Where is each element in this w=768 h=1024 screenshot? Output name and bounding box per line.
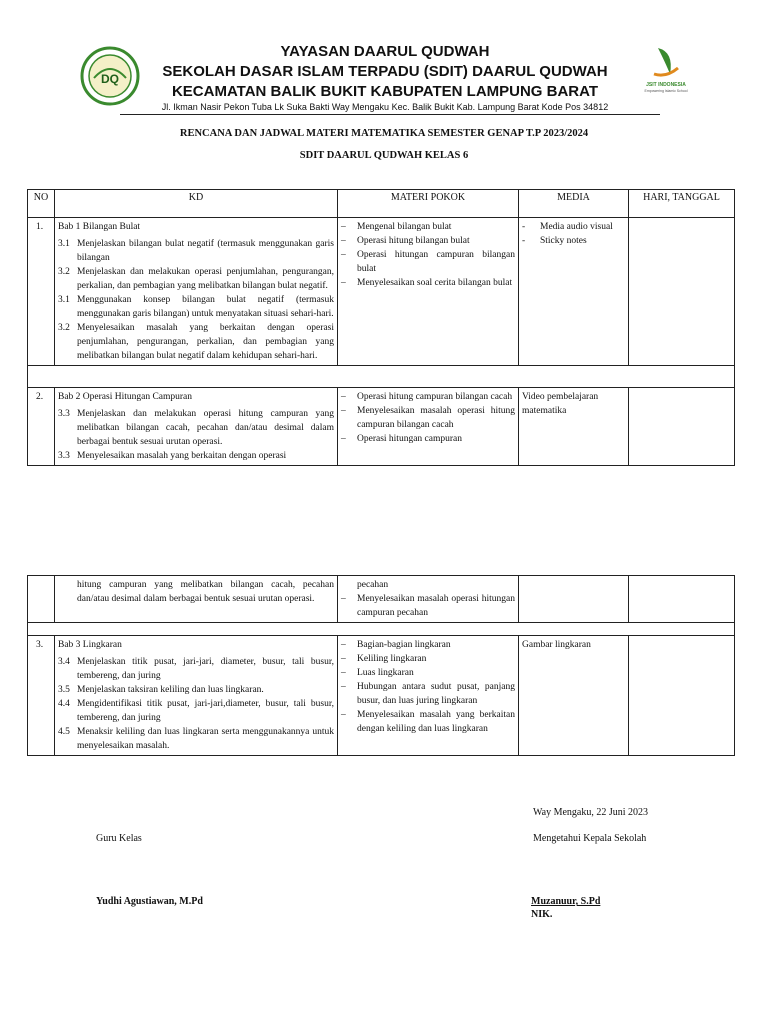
table-row (28, 636, 735, 756)
materi-cell (338, 218, 519, 366)
kd-item: 3.2 Menyelesaikan masalah yang berkaitan dengan operasi penjumlahan, pengurangan, perkalian, dan pembagian yang melibatkan bilangan bulat negatif dalam kehidupan sehari-hari. (58, 323, 334, 361)
date-cell (629, 388, 735, 466)
teacher-name: Yudhi Agustiawan, M.Pd (96, 896, 203, 907)
list-item: - Sticky notes (522, 236, 587, 246)
date-cell (629, 636, 735, 756)
kd-item: 4.5 Menaksir keliling dan luas lingkaran serta menggunakannya untuk menyelesaikan masalah. (58, 727, 334, 751)
list-item: – Hubungan antara sudut pusat, panjang busur, dan luas juring lingkaran (341, 682, 515, 706)
header-no: NO (28, 190, 55, 218)
header-divider (120, 114, 660, 115)
svg-text:DQ: DQ (101, 72, 119, 86)
media-cell (519, 576, 629, 623)
row-number (28, 576, 55, 623)
spacer-row (28, 366, 735, 388)
table-row (28, 576, 735, 623)
chapter-title: Bab 2 Operasi Hitungan Campuran (58, 392, 193, 402)
foundation-name: YAYASAN DAARUL QUDWAH (280, 43, 490, 60)
list-item: pecahan (357, 580, 389, 590)
kd-item: 3.3 Menjelaskan dan melakukan operasi hitung campuran yang melibatkan bilangan cacah, pecahan dan/atau desimal dalam berbagai bentuk sesuai urutan operasi. (58, 409, 334, 447)
date-cell (629, 576, 735, 623)
jsit-logo-text: JSIT INDONESIA (646, 82, 686, 88)
school-name: SEKOLAH DASAR ISLAM TERPADU (SDIT) DAARUL QUDWAH (162, 63, 608, 80)
date-cell (629, 218, 735, 366)
kd-item: 3.4 Menjelaskan titik pusat, jari-jari, diameter, busur, tali busur, tembereng, dan juring (58, 657, 334, 681)
list-item: – Bagian-bagian lingkaran (341, 640, 451, 650)
school-logo-left (80, 46, 140, 106)
kd-cell (55, 576, 338, 623)
materi-cell (338, 576, 519, 623)
list-item: – Menyelesaikan soal cerita bilangan bulat (341, 278, 513, 288)
media-cell: Gambar lingkaran (519, 636, 629, 756)
kd-item: 3.1 Menjelaskan bilangan bulat negatif (termasuk menggunakan garis bilangan (58, 239, 334, 263)
document-subtitle: SDIT DAARUL QUDWAH KELAS 6 (299, 150, 469, 161)
teacher-role: Guru Kelas (96, 833, 142, 844)
table-row (28, 218, 735, 366)
kd-item: 3.2 Menjelaskan dan melakukan operasi penjumlahan, pengurangan, perkalian, dan pembagian yang melibatkan bilangan bulat negatif. (58, 267, 334, 291)
list-item: – Operasi hitung campuran bilangan cacah (341, 392, 513, 402)
jsit-logo (636, 44, 696, 96)
list-item: - Media audio visual (522, 222, 613, 232)
jsit-logo-tagline: Empowering Islamic School (644, 89, 688, 93)
table-row (28, 388, 735, 466)
district-name: KECAMATAN BALIK BUKIT KABUPATEN LAMPUNG BARAT (171, 83, 599, 100)
header-materi: MATERI POKOK (338, 190, 519, 218)
materi-cell (338, 636, 519, 756)
kd-cell (55, 636, 338, 756)
principal-role: Mengetahui Kepala Sekolah (533, 833, 647, 844)
materi-cell (338, 388, 519, 466)
media-cell: Video pembelajaran matematika (519, 388, 629, 466)
principal-nik: NIK. (531, 909, 553, 920)
school-address: Jl. Ikman Nasir Pekon Tuba Lk Suka Bakti Way Mengaku Kec. Balik Bukit Kab. Lampung Barat Kode Pos 34812 (161, 102, 609, 112)
list-item: – Operasi hitungan campuran (341, 434, 462, 444)
spacer-row (28, 623, 735, 636)
list-item: – Menyelesaikan masalah operasi hitung campuran bilangan cacah (341, 406, 515, 430)
kd-item: hitung campuran yang melibatkan bilangan cacah, pecahan dan/atau desimal dalam berbagai bentuk sesuai urutan operasi. (77, 580, 334, 604)
list-item: – Menyelesaikan masalah yang berkaitan dengan keliling dan luas lingkaran (341, 710, 515, 734)
media-cell (519, 218, 629, 366)
list-item: – Operasi hitung bilangan bulat (341, 236, 470, 246)
row-number: 1. (28, 218, 55, 366)
chapter-title: Bab 1 Bilangan Bulat (58, 222, 141, 232)
row-number: 3. (28, 636, 55, 756)
kd-item: 3.3 Menyelesaikan masalah yang berkaitan dengan operasi (58, 451, 287, 461)
kd-item: 3.5 Menjelaskan taksiran keliling dan luas lingkaran. (58, 685, 264, 695)
list-item: – Mengenal bilangan bulat (341, 222, 452, 232)
schedule-table-continued (27, 575, 735, 756)
row-number: 2. (28, 388, 55, 466)
kd-cell (55, 218, 338, 366)
list-item: – Luas lingkaran (341, 668, 414, 678)
schedule-table (27, 189, 735, 466)
list-item: – Operasi hitungan campuran bilangan bulat (341, 250, 515, 274)
chapter-title: Bab 3 Lingkaran (58, 640, 122, 650)
list-item: – Menyelesaikan masalah operasi hitungan campuran pecahan (341, 594, 515, 618)
principal-name: Muzanuur, S.Pd (531, 896, 601, 907)
header-media: MEDIA (519, 190, 629, 218)
header-date: HARI, TANGGAL (629, 190, 735, 218)
document-title: RENCANA DAN JADWAL MATERI MATEMATIKA SEMESTER GENAP T.P 2023/2024 (179, 128, 589, 139)
place-date: Way Mengaku, 22 Juni 2023 (533, 807, 649, 818)
table-header-row (28, 190, 735, 218)
kd-cell (55, 388, 338, 466)
header-kd: KD (55, 190, 338, 218)
list-item: – Keliling lingkaran (341, 654, 427, 664)
kd-item: 4.4 Mengidentifikasi titik pusat, jari-jari,diameter, busur, tali busur, tembereng, dan juring (58, 699, 334, 723)
kd-item: 3.1 Menggunakan konsep bilangan bulat negatif (termasuk menggunakan garis bilangan) untuk menyatakan situasi sehari-hari. (58, 295, 334, 319)
